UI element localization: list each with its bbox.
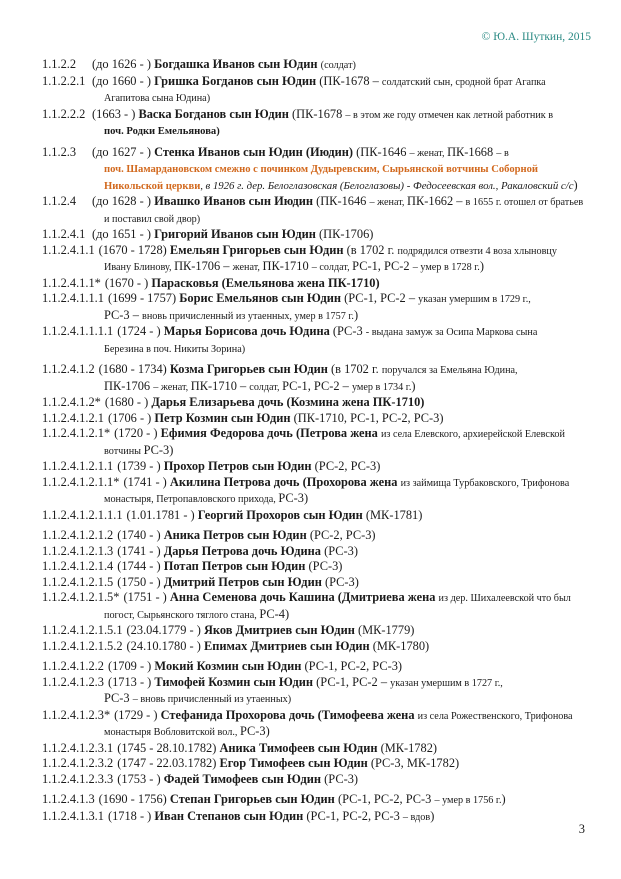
text-segment: (1741 - ) — [117, 543, 164, 558]
text-segment: (до 1628 - ) — [92, 194, 155, 208]
text-segment: Козма Григорьев сын Юдин — [169, 362, 331, 376]
text-segment: ) — [573, 177, 578, 192]
text-segment: Аника Тимофеев сын Юдин — [219, 740, 381, 755]
text-segment: – вновь причисленный из утаенных) — [132, 694, 292, 705]
text-segment: (в 1702 г. — [331, 362, 382, 376]
text-segment: Григорий Иванов сын Юдин — [154, 227, 320, 241]
text-segment: (РС-1, РС-2, РС-3 — [306, 808, 403, 823]
text-segment: Емельян Григорьев сын Юдин — [169, 242, 347, 257]
text-segment: указан умершим в 1729 г., — [418, 294, 531, 305]
text-segment: (РС-2, РС-3) — [309, 528, 376, 542]
genealogy-entry — [42, 675, 591, 708]
genealogy-entry — [42, 792, 591, 809]
entry-number: 1.1.2.4.1.2.3* — [42, 707, 111, 722]
text-segment: Дарья Петрова дочь Юдина — [163, 543, 325, 558]
text-segment: (1753 - ) — [117, 771, 164, 786]
genealogy-entry — [42, 276, 591, 292]
text-segment: Никольской церкви — [104, 180, 201, 192]
text-segment: (1680 - 1734) — [98, 362, 170, 376]
text-segment: Акилина Петрова дочь (Прохорова жена — [169, 474, 401, 489]
entry-number: 1.1.2.4.1.2 — [42, 362, 95, 376]
text-segment: Гришка Богданов сын Юдин — [154, 73, 320, 88]
text-segment: Березина в поч. Никиты Зорина) — [104, 343, 246, 355]
text-segment: РС-4) — [259, 606, 290, 621]
entry-number: 1.1.2.4.1.2.1.1 — [42, 459, 114, 473]
text-segment: (до 1660 - ) — [92, 73, 155, 88]
entry-number: 1.1.2.4.1.2.3.2 — [42, 756, 114, 770]
text-segment: (23.04.1779 - ) — [126, 623, 204, 637]
text-segment: (1750 - ) — [117, 574, 164, 589]
text-segment: – в этом же году отмечен как летной работник в — [345, 109, 554, 121]
text-segment: монастыря, Петропавловского прихода, — [104, 494, 279, 505]
text-segment: умер в 1734 г. — [351, 381, 412, 393]
text-segment: Егор Тимофеев сын Юдин — [219, 756, 371, 770]
entry-number: 1.1.2.4.1.2.1.5* — [42, 590, 120, 604]
entry-number: 1.1.2.2 — [42, 57, 77, 71]
text-segment: РС-3) — [278, 491, 309, 505]
text-segment: Богдашка Иванов сын Юдин — [154, 57, 321, 71]
entry-number: 1.1.2.4.1.1 — [42, 242, 95, 257]
text-segment: ПК-1710 — [262, 259, 312, 273]
text-segment: РС-3) — [239, 724, 270, 738]
text-segment: (РС-3, МК-1782) — [370, 756, 460, 770]
text-segment: , — [200, 180, 206, 192]
text-segment: подрядился отвезти 4 воза хлыновцу — [397, 245, 557, 257]
genealogy-entry — [42, 590, 591, 623]
text-segment: – женат, — [369, 197, 408, 208]
entry-number: 1.1.2.4.1.2.3.1 — [42, 740, 114, 755]
text-segment: (до 1627 - ) — [92, 144, 155, 159]
text-segment: (до 1651 - ) — [92, 227, 155, 241]
entry-number: 1.1.2.4.1.1.1.1 — [42, 324, 114, 338]
text-segment: РС-3 — [104, 691, 133, 705]
genealogy-entry — [42, 772, 591, 788]
text-segment: из займища Турбаковского, Трифонова — [400, 477, 570, 489]
genealogy-entry — [42, 362, 591, 395]
entry-number: 1.1.2.4.1.3.1 — [42, 808, 104, 823]
text-segment: Дарья Елизарьева дочь (Козмина жена ПК-1710) — [151, 395, 425, 409]
text-segment: ) — [501, 792, 506, 806]
text-segment: Стефанида Прохорова дочь (Тимофеева жена — [160, 707, 418, 722]
genealogy-entry — [42, 741, 591, 757]
text-segment: (РС-1, РС-2, РС-3 — [337, 792, 435, 806]
text-segment: (РС-3) — [324, 574, 359, 589]
genealogy-entry — [42, 659, 591, 675]
genealogy-entry — [42, 395, 591, 411]
genealogy-entry — [42, 411, 591, 427]
genealogy-entry — [42, 639, 591, 655]
text-segment: Степан Григорьев сын Юдин — [169, 792, 338, 806]
entry-number: 1.1.2.4.1.2.1.4 — [42, 559, 114, 573]
text-segment: Агапитова сына Юдина) — [104, 93, 211, 104]
text-segment: указан умершим в 1727 г., — [390, 677, 503, 689]
genealogy-entry — [42, 756, 591, 772]
text-segment: (1713 - ) — [107, 674, 155, 689]
text-segment: Мокий Козмин сын Юдин — [154, 659, 305, 673]
text-segment: из села Елевского, архиерейской Елевской — [380, 429, 565, 440]
text-segment: (1747 - 22.03.1782) — [117, 756, 220, 770]
copyright-notice: © Ю.А. Шуткин, 2015 — [481, 31, 591, 43]
text-segment: (1670 - ) — [104, 275, 152, 290]
text-segment: в 1926 г. дер. Белоглазовская (Белоглазовы) - Федосеевская вол., Ракаловский с/с — [205, 179, 574, 192]
entry-number: 1.1.2.4.1.2.1.1* — [42, 474, 120, 489]
text-segment: Ефимия Федорова дочь (Петрова жена — [160, 426, 381, 440]
text-segment: ПК-1706 – — [174, 259, 233, 273]
text-segment: ПК-1668 — [447, 144, 497, 159]
genealogy-entry — [42, 57, 591, 74]
entry-number: 1.1.2.2.1 — [42, 73, 86, 88]
page-number: 3 — [578, 822, 585, 836]
text-segment: (МК-1782) — [380, 740, 438, 755]
text-segment: (ПК-1678 — [292, 106, 346, 121]
text-segment: (РС-3) — [324, 543, 358, 558]
text-segment: вновь причисленный из утаенных, умер в 1757 г. — [142, 310, 354, 322]
entry-number: 1.1.2.4.1.2.1.2 — [42, 528, 114, 542]
text-segment: Прохор Петров сын Юдин — [163, 459, 315, 473]
entry-number: 1.1.2.4.1.2.1.3 — [42, 543, 114, 558]
text-segment: (1720 - ) — [114, 426, 161, 440]
text-segment: (ПК-1646 — [356, 144, 410, 159]
text-segment: Иван Степанов сын Юдин — [154, 808, 307, 823]
text-segment: (РС-1, РС-2 – — [316, 674, 391, 689]
genealogy-entry — [42, 194, 591, 227]
text-segment: ) — [430, 808, 435, 823]
text-segment: (1741 - ) — [123, 474, 170, 489]
text-segment: женат, — [232, 262, 263, 273]
text-segment: поручался за Емельяна Юдина, — [381, 365, 518, 376]
text-segment: (МК-1780) — [372, 638, 430, 653]
text-segment: (РС-3) — [308, 559, 343, 573]
text-segment: Потап Петров сын Юдин — [163, 559, 309, 573]
genealogy-entry — [42, 74, 591, 107]
text-segment: - выдана замуж за Осипа Маркова сына — [365, 327, 538, 338]
text-segment: (РС-3 — [332, 324, 366, 338]
text-segment: (1751 - ) — [123, 590, 170, 604]
text-segment: поч. Шамардановском смежно с починком Дудыревским, Сырьянской вотчины Соборной — [104, 164, 539, 175]
genealogy-entry — [42, 623, 591, 639]
text-segment: Тимофей Козмин сын Юдин — [154, 674, 317, 689]
text-segment: – женат, — [153, 381, 191, 393]
text-segment: ) — [479, 259, 484, 273]
genealogy-entry — [42, 227, 591, 243]
entry-number: 1.1.2.4.1.1.1 — [42, 291, 104, 305]
text-segment: вотчины — [104, 445, 144, 457]
genealogy-entry — [42, 544, 591, 560]
text-segment: (РС-3) — [324, 771, 359, 786]
text-segment: РС-1, РС-2 — [352, 259, 413, 273]
text-segment: – в — [496, 147, 509, 159]
entry-number: 1.1.2.3 — [42, 144, 77, 159]
entry-number: 1.1.2.4.1.2.3 — [42, 674, 104, 689]
text-segment: Стенка Иванов сын Юдин (Июдин) — [154, 144, 357, 159]
entry-number: 1.1.2.4.1.2.1* — [42, 426, 111, 440]
text-segment: (1709 - ) — [107, 659, 155, 673]
text-segment: Анна Семенова дочь Кашина (Дмитриева жена — [169, 590, 439, 604]
text-segment: (1663 - ) — [92, 106, 139, 121]
genealogy-entry — [42, 145, 591, 195]
text-segment: солдатский сын, сродной брат Агапка — [381, 76, 546, 88]
text-segment: (РС-1, РС-2 – — [344, 291, 419, 305]
entry-number: 1.1.2.4.1.2.3.3 — [42, 771, 114, 786]
text-segment: ПК-1706 — [104, 378, 154, 393]
text-segment: Васка Богданов сын Юдин — [138, 106, 293, 121]
text-segment: (1729 - ) — [114, 707, 161, 722]
text-segment: – умер в 1728 г. — [412, 262, 480, 273]
genealogy-entry — [42, 459, 591, 475]
entry-number: 1.1.2.4.1.2.2 — [42, 659, 104, 673]
text-segment: (1706 - ) — [107, 410, 155, 425]
entry-number: 1.1.2.4 — [42, 194, 77, 208]
text-segment: (солдат) — [320, 60, 356, 71]
entry-number: 1.1.2.4.1.2.1 — [42, 410, 104, 425]
text-segment: (в 1702 г. — [346, 242, 398, 257]
text-segment: и поставил свой двор) — [104, 213, 201, 225]
text-segment: РС-3) — [143, 442, 174, 457]
genealogy-entry — [42, 559, 591, 575]
text-segment: Георгий Прохоров сын Юдин — [197, 507, 366, 522]
text-segment: ПК-1710 – — [190, 378, 250, 393]
entry-number: 1.1.2.4.1.3 — [42, 792, 95, 806]
text-segment: поч. Родки Емельянова) — [104, 126, 220, 137]
text-segment: Епимах Дмитриев сын Юдин — [203, 638, 373, 653]
text-segment: Петр Козмин сын Юдин — [154, 410, 294, 425]
genealogy-entry — [42, 575, 591, 591]
entry-number: 1.1.2.4.1 — [42, 227, 86, 241]
text-segment: (1.01.1781 - ) — [126, 507, 198, 522]
text-segment: ) — [353, 307, 359, 322]
text-segment: – женат, — [409, 147, 448, 159]
entry-number: 1.1.2.4.1.2* — [42, 395, 101, 409]
text-segment: ПК-1662 – — [407, 194, 466, 208]
genealogy-entry — [42, 426, 591, 459]
text-segment: – умер в 1756 г. — [434, 795, 502, 806]
entry-number: 1.1.2.4.1.2.1.5.1 — [42, 623, 123, 637]
text-segment: (до 1626 - ) — [92, 57, 155, 71]
text-segment: (ПК-1678 – — [319, 73, 382, 88]
text-segment: (1740 - ) — [117, 528, 164, 542]
text-segment: Борис Емельянов сын Юдин — [179, 291, 345, 305]
text-segment: – солдат, — [311, 262, 353, 273]
entry-number: 1.1.2.4.1.1* — [42, 275, 101, 290]
text-segment: (1739 - ) — [117, 459, 164, 473]
text-segment: (ПК-1710, РС-1, РС-2, РС-3) — [293, 410, 444, 425]
genealogy-entry — [42, 809, 591, 826]
entry-number: 1.1.2.4.1.2.1.5 — [42, 574, 114, 589]
text-segment: (РС-1, РС-2, РС-3) — [304, 659, 403, 673]
text-segment: (МК-1779) — [357, 623, 415, 637]
entry-number: 1.1.2.2.2 — [42, 106, 86, 121]
text-segment: (1724 - ) — [117, 324, 164, 338]
genealogy-entry — [42, 508, 591, 524]
entry-number: 1.1.2.4.1.2.1.5.2 — [42, 638, 123, 653]
text-segment: (МК-1781) — [365, 507, 423, 522]
text-segment: Дмитрий Петров сын Юдин — [163, 574, 325, 589]
text-segment: (РС-2, РС-3) — [314, 459, 381, 473]
text-segment: Аника Петров сын Юдин — [163, 528, 310, 542]
genealogy-entry — [42, 291, 591, 324]
genealogy-entry — [42, 107, 591, 140]
text-segment: Фадей Тимофеев сын Юдин — [163, 771, 325, 786]
text-segment: (1718 - ) — [107, 808, 155, 823]
text-segment: Марья Борисова дочь Юдина — [163, 324, 333, 338]
genealogy-entry — [42, 243, 591, 276]
text-segment: монастыря Вобловитской вол., — [104, 727, 240, 738]
text-segment: (1699 - 1757) — [107, 291, 180, 305]
genealogy-entry — [42, 708, 591, 741]
text-segment: Яков Дмитриев сын Юдин — [203, 623, 358, 637]
text-segment: погост, Сырьянского тяглого стана, — [104, 609, 260, 621]
text-segment: из села Рожественского, Трифонова — [417, 710, 573, 722]
text-segment: (24.10.1780 - ) — [126, 638, 204, 653]
text-segment: Ивашко Иванов сын Июдин — [154, 194, 317, 208]
text-segment: (ПК-1706) — [319, 227, 374, 241]
text-segment: (1744 - ) — [117, 559, 164, 573]
text-segment: в 1655 г. отошел от братьев — [465, 197, 584, 208]
text-segment: ) — [411, 378, 416, 393]
genealogy-entry — [42, 475, 591, 508]
genealogy-list — [42, 57, 591, 825]
text-segment: Парасковья (Емельянова жена ПК-1710) — [151, 275, 380, 290]
genealogy-entry — [42, 528, 591, 544]
text-segment: (1745 - 28.10.1782) — [117, 740, 220, 755]
text-segment: Ивану Блинову, — [104, 262, 175, 273]
entry-number: 1.1.2.4.1.2.1.1.1 — [42, 507, 123, 522]
text-segment: – вдов — [402, 811, 431, 823]
text-segment: (1690 - 1756) — [98, 792, 170, 806]
genealogy-entry — [42, 324, 591, 357]
text-segment: из дер. Шихалеевской что был — [438, 593, 571, 604]
text-segment: солдат, — [249, 381, 283, 393]
text-segment: (1670 - 1728) — [98, 242, 170, 257]
text-segment: РС-1, РС-2 – — [282, 378, 352, 393]
text-segment: (ПК-1646 — [316, 194, 370, 208]
text-segment: РС-3 – — [104, 307, 143, 322]
text-segment: (1680 - ) — [104, 395, 152, 409]
